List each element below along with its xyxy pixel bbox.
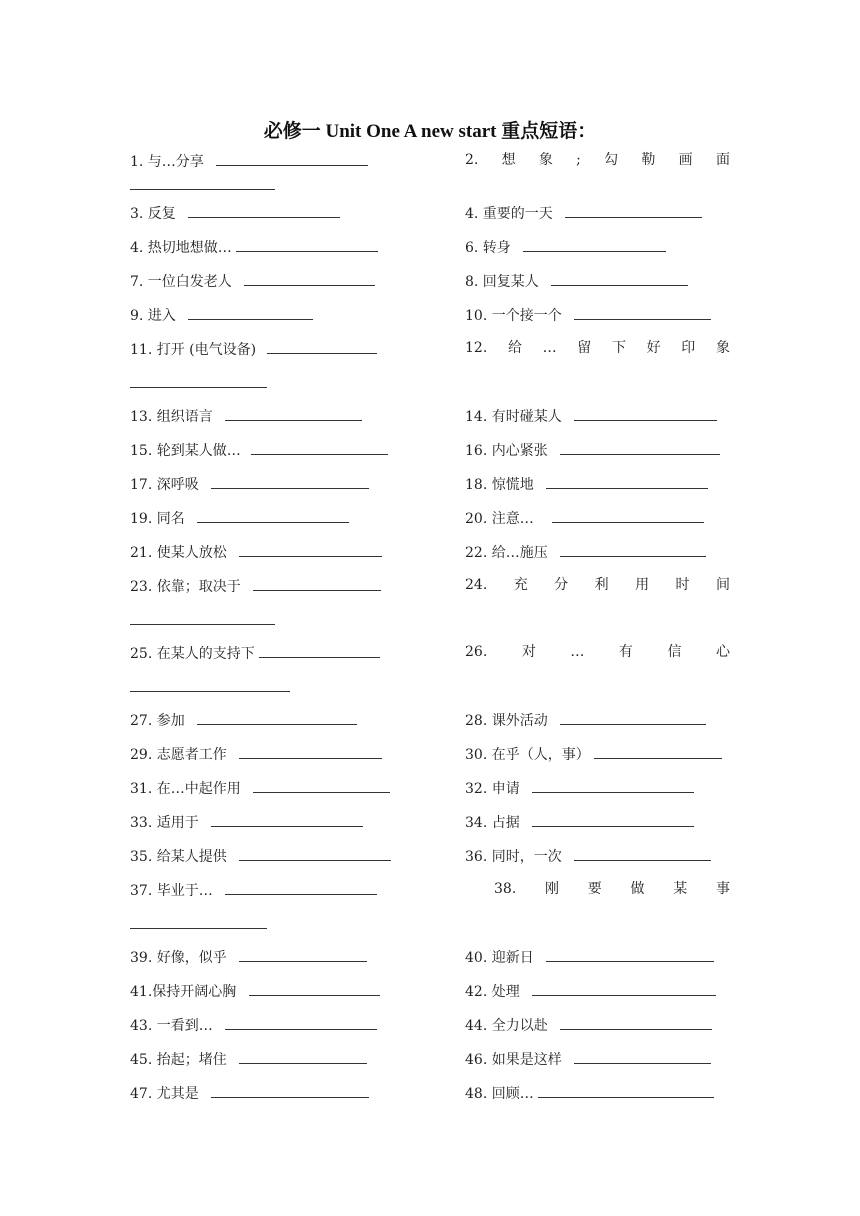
answer-blank[interactable]	[267, 339, 377, 354]
phrase-item-31	[130, 778, 390, 798]
answer-blank[interactable]	[239, 744, 382, 759]
phrase-number: 12.	[465, 340, 488, 356]
answer-blank[interactable]	[216, 151, 368, 166]
phrase-item-2	[465, 151, 730, 169]
phrase-item-17	[130, 474, 369, 494]
phrase-item-14	[465, 406, 717, 426]
phrase-label: 33. 适用于	[130, 815, 199, 831]
answer-blank[interactable]	[211, 474, 369, 489]
phrase-label: 28. 课外活动	[465, 713, 548, 729]
phrase-char: 留	[577, 340, 592, 356]
answer-blank[interactable]	[560, 542, 706, 557]
phrase-label: 41.保持开阔心胸	[130, 984, 237, 1000]
phrase-item-37	[130, 880, 377, 900]
phrase-label: 19. 同名	[130, 511, 185, 527]
phrase-label: 10. 一个接一个	[465, 308, 562, 324]
phrase-item-43	[130, 1015, 377, 1035]
phrase-label: 16. 内心紧张	[465, 443, 548, 459]
phrase-label: 14. 有时碰某人	[465, 409, 562, 425]
phrase-label: 20. 注意…	[465, 511, 534, 527]
phrase-label: 4. 重要的一天	[465, 206, 553, 222]
phrase-char: 要	[587, 881, 602, 897]
answer-blank[interactable]	[225, 880, 377, 895]
answer-blank[interactable]	[239, 542, 382, 557]
answer-blank[interactable]	[574, 305, 711, 320]
phrase-item-16	[465, 440, 720, 460]
phrase-char: 对	[521, 644, 536, 660]
phrase-item-36	[465, 846, 711, 866]
phrase-char: 刚	[545, 881, 559, 897]
answer-blank[interactable]	[560, 710, 706, 725]
phrase-char: 印	[681, 340, 696, 356]
answer-blank[interactable]	[236, 237, 378, 252]
phrase-item-38	[494, 880, 730, 898]
phrase-label: 39. 好像，似乎	[130, 950, 227, 966]
phrase-char: 好	[646, 340, 661, 356]
phrase-item-10	[465, 305, 711, 325]
phrase-item-21	[130, 542, 382, 562]
phrase-char: 象	[715, 340, 730, 356]
answer-blank[interactable]	[523, 237, 666, 252]
phrase-label: 22. 给…施压	[465, 545, 548, 561]
phrase-label: 17. 深呼吸	[130, 477, 199, 493]
phrase-label: 47. 尤其是	[130, 1086, 199, 1102]
phrase-item-3	[130, 203, 340, 223]
answer-blank[interactable]	[188, 305, 313, 320]
phrase-item-26	[465, 643, 730, 661]
answer-blank[interactable]	[574, 406, 717, 421]
phrase-item-7	[130, 271, 375, 291]
phrase-label: 4. 热切地想做…	[130, 240, 232, 256]
phrase-char: 用	[635, 577, 650, 593]
answer-blank[interactable]	[551, 271, 688, 286]
answer-blank[interactable]	[560, 440, 720, 455]
phrase-item-19	[130, 508, 349, 528]
answer-blank[interactable]	[130, 386, 267, 388]
phrase-label: 36. 同时，一次	[465, 849, 562, 865]
phrase-label: 37. 毕业于…	[130, 883, 213, 899]
answer-blank[interactable]	[130, 188, 275, 190]
phrase-item-9	[130, 305, 313, 325]
answer-blank[interactable]	[546, 474, 708, 489]
phrase-char: 想	[501, 152, 516, 168]
phrase-char: 给	[507, 340, 522, 356]
answer-blank[interactable]	[532, 778, 694, 793]
phrase-char: 分	[554, 577, 569, 593]
phrase-label: 45. 抬起；堵住	[130, 1052, 227, 1068]
phrase-label: 25. 在某人的支持下	[130, 646, 255, 662]
answer-blank[interactable]	[225, 1015, 377, 1030]
phrase-item-8	[465, 271, 688, 291]
phrase-item-4a	[465, 203, 702, 223]
phrase-item-32	[465, 778, 694, 798]
phrase-label: 40. 迎新日	[465, 950, 534, 966]
page-title: 必修一 Unit One A new start 重点短语：	[263, 121, 597, 142]
phrase-label: 34. 占据	[465, 815, 520, 831]
phrase-item-30	[465, 744, 722, 764]
answer-blank[interactable]	[253, 576, 381, 591]
phrase-label: 3. 反复	[130, 206, 176, 222]
phrase-label: 7. 一位白发老人	[130, 274, 232, 290]
phrase-char: 事	[715, 881, 730, 897]
phrase-number: 26.	[465, 644, 488, 660]
phrase-item-42	[465, 981, 716, 1001]
phrase-item-45	[130, 1049, 367, 1069]
answer-blank[interactable]	[239, 846, 391, 861]
phrase-label: 29. 志愿者工作	[130, 747, 227, 763]
phrase-label: 32. 申请	[465, 781, 520, 797]
phrase-label: 42. 处理	[465, 984, 520, 1000]
phrase-item-41	[130, 981, 380, 1001]
answer-blank[interactable]	[574, 846, 711, 861]
answer-blank[interactable]	[546, 947, 714, 962]
answer-blank[interactable]	[249, 981, 380, 996]
phrase-char: 下	[611, 340, 626, 356]
phrase-item-28	[465, 710, 706, 730]
answer-blank[interactable]	[251, 440, 388, 455]
phrase-char: 有	[618, 644, 633, 660]
answer-blank[interactable]	[259, 643, 380, 658]
phrase-label: 43. 一看到…	[130, 1018, 213, 1034]
phrase-label: 31. 在…中起作用	[130, 781, 241, 797]
phrase-item-11	[130, 339, 377, 359]
phrase-char: 象	[538, 152, 553, 168]
phrase-item-40	[465, 947, 714, 967]
phrase-char: 勒	[641, 152, 656, 168]
phrase-item-33	[130, 812, 363, 832]
phrase-item-22	[465, 542, 706, 562]
phrase-label: 6. 转身	[465, 240, 511, 256]
phrase-item-12	[465, 339, 730, 357]
phrase-label: 9. 进入	[130, 308, 176, 324]
phrase-char: 时	[675, 577, 690, 593]
phrase-item-39	[130, 947, 367, 967]
phrase-char: 心	[716, 644, 730, 660]
phrase-item-20	[465, 508, 704, 528]
phrase-item-4b	[130, 237, 378, 257]
answer-blank[interactable]	[253, 778, 390, 793]
phrase-item-23	[130, 576, 381, 596]
phrase-label: 21. 使某人放松	[130, 545, 227, 561]
answer-blank[interactable]	[538, 1083, 714, 1098]
answer-blank[interactable]	[225, 406, 362, 421]
answer-blank[interactable]	[211, 1083, 369, 1098]
phrase-item-29	[130, 744, 382, 764]
answer-blank[interactable]	[532, 812, 694, 827]
phrase-char: 做	[630, 881, 645, 897]
answer-blank[interactable]	[565, 203, 702, 218]
phrase-item-1	[130, 151, 368, 171]
phrase-char: 某	[673, 881, 688, 897]
phrase-label: 8. 回复某人	[465, 274, 539, 290]
answer-blank[interactable]	[244, 271, 375, 286]
phrase-label: 30. 在乎（人，事）	[465, 747, 590, 763]
phrase-number: 24.	[465, 577, 488, 593]
phrase-char: 勾	[604, 152, 619, 168]
phrase-char: ;	[576, 152, 581, 168]
answer-blank[interactable]	[197, 508, 349, 523]
answer-blank[interactable]	[552, 508, 704, 523]
phrase-label: 44. 全力以赴	[465, 1018, 548, 1034]
answer-blank[interactable]	[574, 1049, 711, 1064]
phrase-item-13	[130, 406, 362, 426]
phrase-label: 15. 轮到某人做…	[130, 443, 241, 459]
phrase-item-44	[465, 1015, 712, 1035]
phrase-char: …	[570, 644, 585, 660]
answer-blank[interactable]	[594, 744, 722, 759]
phrase-item-15	[130, 440, 388, 460]
answer-blank[interactable]	[211, 812, 363, 827]
phrase-label: 18. 惊慌地	[465, 477, 534, 493]
phrase-number: 38.	[494, 881, 517, 897]
phrase-item-35	[130, 846, 391, 866]
phrase-label: 48. 回顾…	[465, 1086, 534, 1102]
phrase-item-6	[465, 237, 666, 257]
answer-blank[interactable]	[197, 710, 357, 725]
phrase-label: 1. 与…分享	[130, 154, 204, 170]
answer-blank[interactable]	[532, 981, 716, 996]
phrase-label: 46. 如果是这样	[465, 1052, 562, 1068]
phrase-char: 间	[715, 577, 730, 593]
answer-blank[interactable]	[239, 1049, 367, 1064]
phrase-char: 信	[667, 644, 682, 660]
phrase-label: 27. 参加	[130, 713, 185, 729]
phrase-item-27	[130, 710, 357, 730]
phrase-item-24	[465, 576, 730, 594]
phrase-label: 11. 打开 (电气设备)	[130, 342, 257, 358]
phrase-label: 35. 给某人提供	[130, 849, 227, 865]
phrase-item-48	[465, 1083, 714, 1103]
answer-blank[interactable]	[560, 1015, 712, 1030]
phrase-item-25	[130, 643, 380, 663]
phrase-item-18	[465, 474, 708, 494]
phrase-item-46	[465, 1049, 711, 1069]
answer-blank[interactable]	[188, 203, 340, 218]
phrase-number: 2.	[465, 152, 479, 168]
phrase-char: 画	[678, 152, 693, 168]
phrase-label: 13. 组织语言	[130, 409, 213, 425]
phrase-char: 利	[594, 577, 609, 593]
phrase-char: 充	[513, 577, 528, 593]
answer-blank[interactable]	[130, 623, 275, 625]
answer-blank[interactable]	[130, 927, 267, 929]
answer-blank[interactable]	[130, 690, 290, 692]
phrase-item-47	[130, 1083, 369, 1103]
answer-blank[interactable]	[239, 947, 367, 962]
phrase-char: …	[542, 340, 557, 356]
phrase-item-34	[465, 812, 694, 832]
phrase-char: 面	[715, 152, 730, 168]
phrase-label: 23. 依靠；取决于	[130, 579, 241, 595]
